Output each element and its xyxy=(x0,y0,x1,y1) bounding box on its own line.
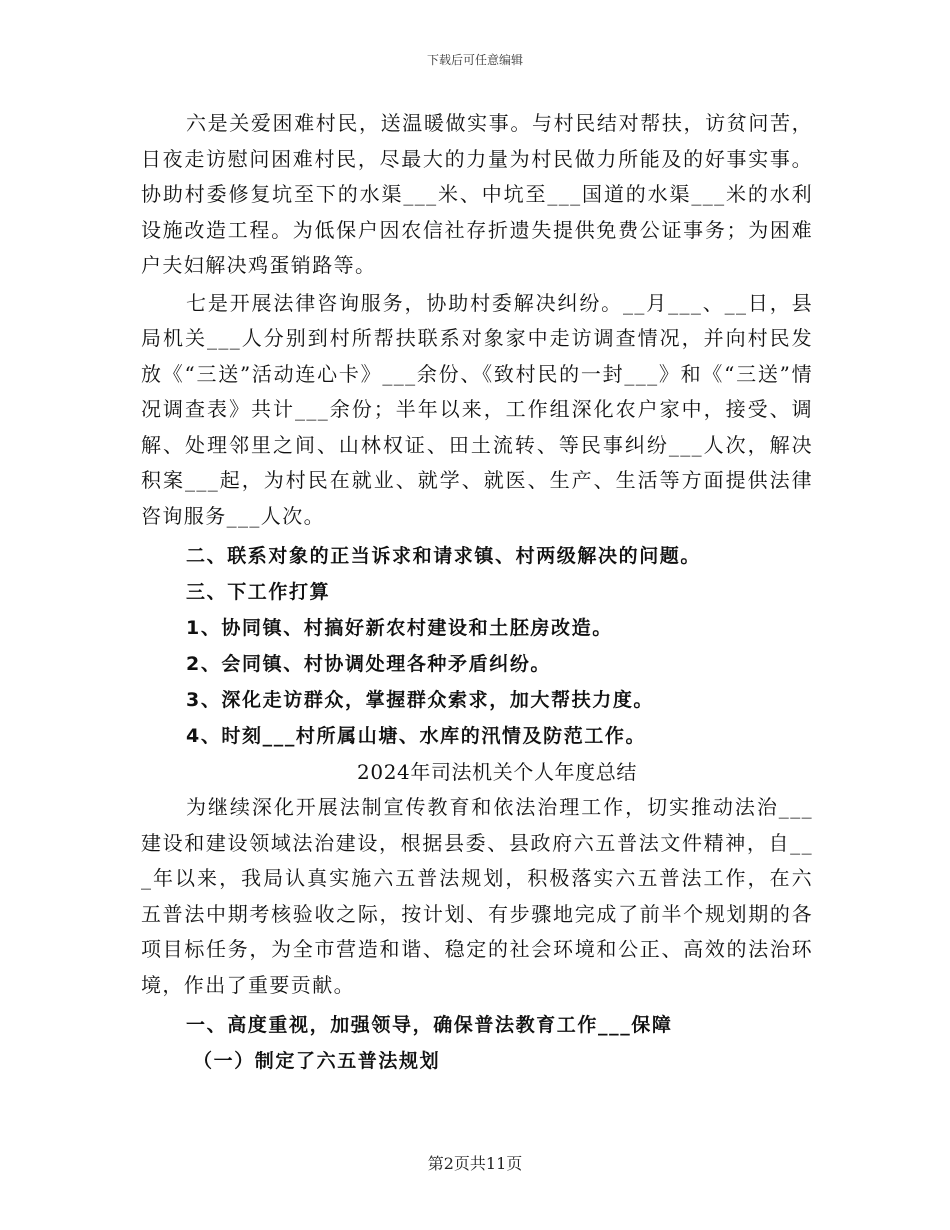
plan-item-2: 2、会同镇、村协调处理各种矛盾纠纷。 xyxy=(186,653,552,675)
page-footer: 第2页共11页 xyxy=(427,1154,523,1173)
page-header: 下载后可任意编辑 xyxy=(426,53,523,67)
plan-item-4: 4、时刻___村所属山塘、水库的汛情及防范工作。 xyxy=(186,725,647,747)
paragraph-six: 六是关爱困难村民，送温暖做实事。与村民结对帮扶，访贫问苦，日夜走访慰问困难村民，尽最大的力量为村民做力所能及的好事实事。协助村委修复坑至下的水渠___米、中坑至___国道的水渠___米的水利设施改造工程。为低保户因农信社存折遗失提供免费公证事务；为困难户夫妇解决鸡蛋销路等。 xyxy=(141,111,813,277)
plan-item-1: 1、协同镇、村搞好新农村建设和土胚房改造。 xyxy=(186,617,613,639)
document-body xyxy=(141,106,813,1079)
section-heading-one: 一、高度重视，加强领导，确保普法教育工作___保障 xyxy=(186,1014,673,1036)
plan-item-3: 3、深化走访群众，掌握群众索求，加大帮扶力度。 xyxy=(186,689,655,711)
section-heading-three: 三、下工作打算 xyxy=(186,581,331,603)
document-title: 2024年司法机关个人年度总结 xyxy=(357,760,637,784)
section-heading-two: 二、联系对象的正当诉求和请求镇、村两级解决的问题。 xyxy=(186,545,702,567)
subsection-heading-one: （一）制定了六五普法规划 xyxy=(193,1050,441,1072)
intro-paragraph: 为继续深化开展法制宣传教育和依法治理工作，切实推动法治___建设和建设领域法治建设，根据县委、县政府六五普法文件精神，自___年以来，我局认真实施六五普法规划，积极落实六五普法工作，在六五普法中期考核验收之际，按计划、有步骤地完成了前半个规划期的各项目标任务，为全市营造和谐、稳定的社会环境和公正、高效的法治环境，作出了重要贡献。 xyxy=(141,795,813,997)
paragraph-seven: 七是开展法律咨询服务，协助村委解决纠纷。__月___、__日，县局机关___人分别到村所帮扶联系对象家中走访调查情况，并向村民发放《“三送”活动连心卡》___余份、《致村民的一封___》和《“三送”情况调查表》共计___余份；半年以来，工作组深化农户家中，接受、调解、处理邻里之间、山林权证、田土流转、等民事纠纷___人次，解决积案___起，为村民在就业、就学、就医、生产、生活等方面提供法律咨询服务___人次。 xyxy=(141,290,813,528)
